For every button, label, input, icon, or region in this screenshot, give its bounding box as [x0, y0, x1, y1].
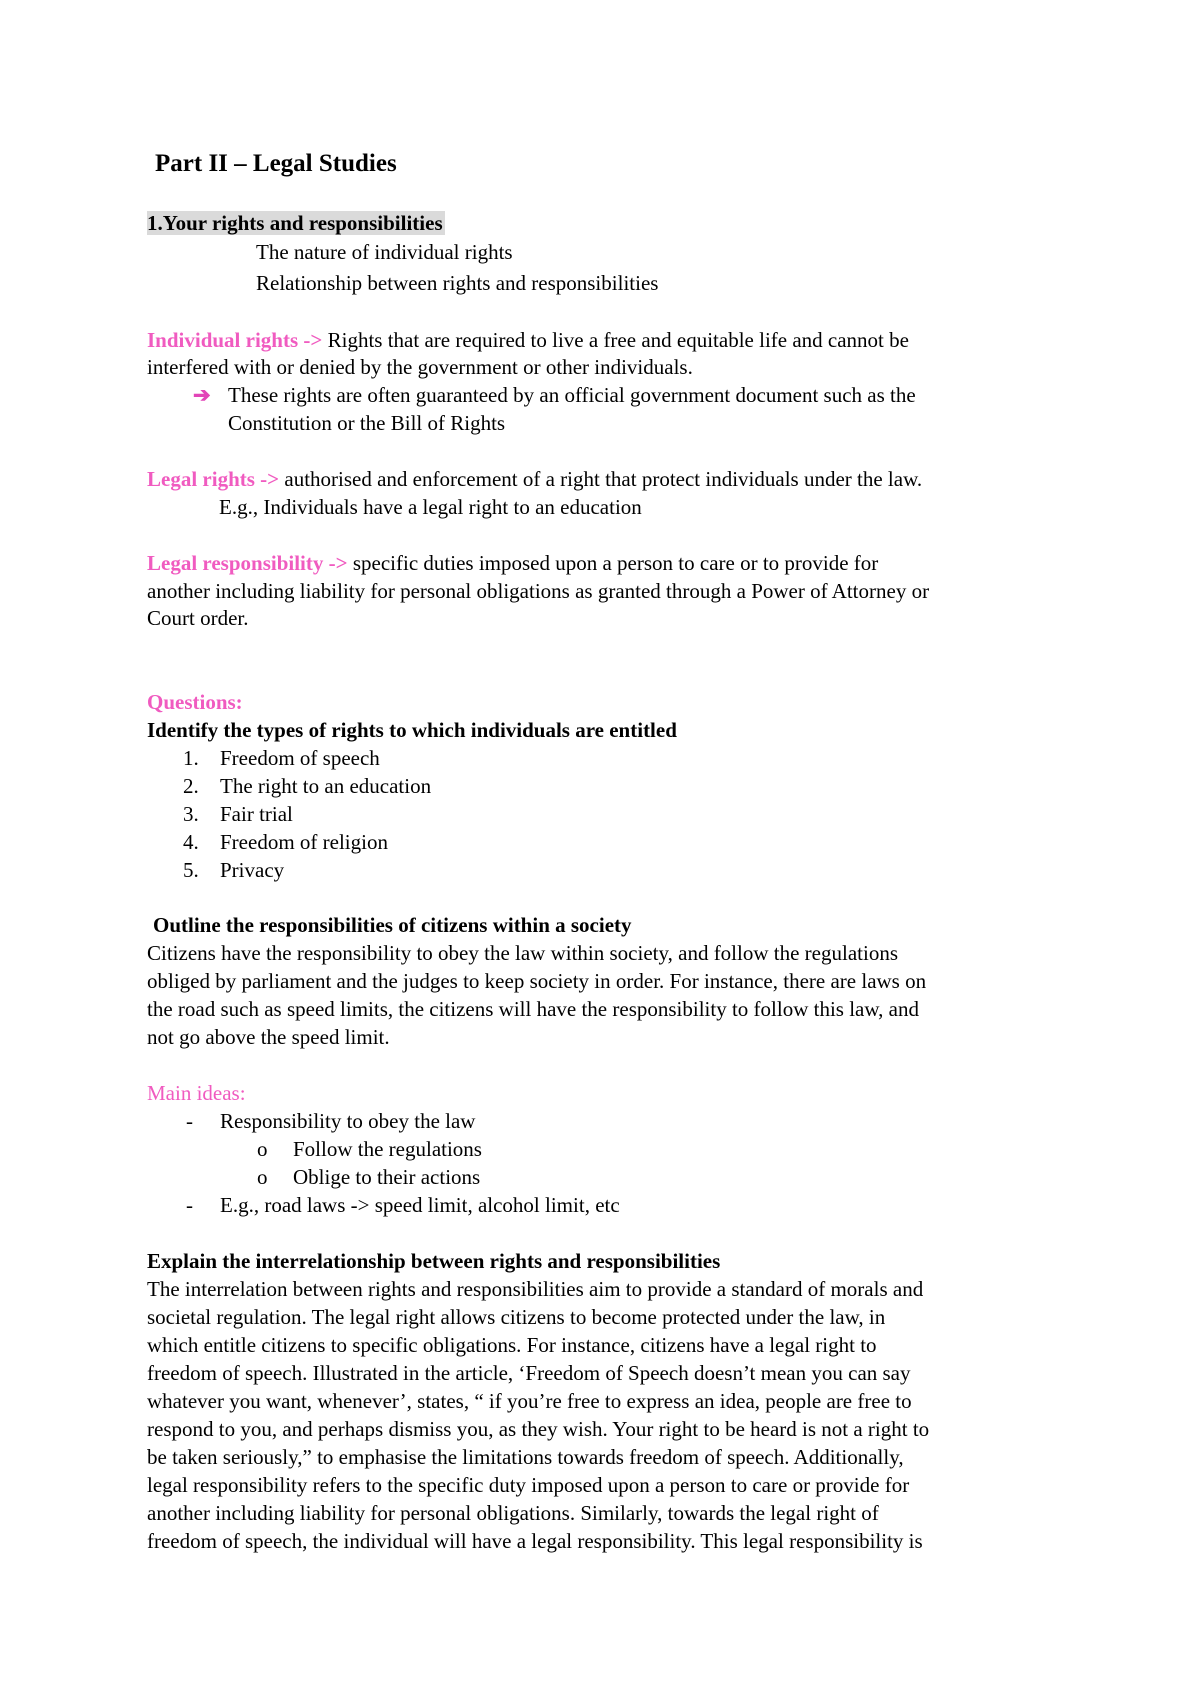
explain-line: which entitle citizens to specific obligations. For instance, citizens have a legal right to [147, 1333, 877, 1357]
legal-rights-example: E.g., Individuals have a legal right to an education [219, 495, 642, 519]
section-subtopic-2: Relationship between rights and responsibilities [256, 271, 659, 295]
section-subtopic-1: The nature of individual rights [256, 240, 513, 264]
legal-responsibility-def-line2: another including liability for personal obligations as granted through a Power of Attorney or [147, 579, 930, 603]
list-item-number: 2. [183, 774, 199, 798]
explain-line: be taken seriously,” to emphasise the limitations towards freedom of speech. Additionally, [147, 1445, 904, 1469]
main-idea-item-2: E.g., road laws -> speed limit, alcohol limit, etc [220, 1193, 620, 1217]
explain-line: legal responsibility refers to the specific duty imposed upon a person to care or provide for [147, 1473, 910, 1497]
main-idea-sub-1: Follow the regulations [293, 1137, 482, 1161]
main-idea-sub-2: Oblige to their actions [293, 1165, 481, 1189]
list-item-number: 1. [183, 746, 199, 770]
arrow-bullet-icon: ➔ [193, 383, 211, 407]
main-idea-item-1: Responsibility to obey the law [220, 1109, 476, 1133]
explain-line: respond to you, and perhaps dismiss you, as they wish. Your right to be heard is not a right to [147, 1417, 930, 1441]
individual-rights-bullet-line2: Constitution or the Bill of Rights [228, 411, 506, 435]
question-2-answer-line: not go above the speed limit. [147, 1025, 390, 1049]
individual-rights-term: Individual rights -> [147, 328, 323, 352]
legal-rights-definition [147, 465, 922, 493]
question-3-heading: Explain the interrelationship between rights and responsibilities [147, 1249, 721, 1273]
list-item: Fair trial [220, 802, 293, 826]
page-title: Part II – Legal Studies [155, 150, 397, 177]
explain-line: societal regulation. The legal right allows citizens to become protected under the law, in [147, 1305, 886, 1329]
list-item: Privacy [220, 858, 285, 882]
list-item-number: 4. [183, 830, 199, 854]
question-2-answer-line: Citizens have the responsibility to obey the law within society, and follow the regulations [147, 941, 898, 965]
list-item: Freedom of religion [220, 830, 388, 854]
list-item-number: 3. [183, 802, 199, 826]
list-item: The right to an education [220, 774, 432, 798]
legal-responsibility-def-line3: Court order. [147, 606, 249, 630]
legal-responsibility-def-line1: specific duties imposed upon a person to care or to provide for [347, 551, 879, 575]
circle-bullet: o [257, 1137, 268, 1161]
main-ideas-label: Main ideas: [147, 1081, 246, 1105]
explain-line: whatever you want, whenever’, states, “ if you’re free to express an idea, people are free to [147, 1389, 912, 1413]
legal-rights-term: Legal rights -> [147, 467, 280, 491]
explain-line: freedom of speech. Illustrated in the article, ‘Freedom of Speech doesn’t mean you can say [147, 1361, 911, 1385]
individual-rights-definition [147, 326, 909, 354]
question-2-answer-line: the road such as speed limits, the citizens will have the responsibility to follow this law, and [147, 997, 919, 1021]
section-heading-text: 1.Your rights and responsibilities [147, 211, 443, 235]
question-2-heading: Outline the responsibilities of citizens within a society [153, 913, 632, 937]
explain-line: The interrelation between rights and responsibilities aim to provide a standard of morals and [147, 1277, 924, 1301]
list-item-number: 5. [183, 858, 199, 882]
section-heading [147, 209, 445, 237]
explain-line: freedom of speech, the individual will have a legal responsibility. This legal responsibility is [147, 1529, 923, 1553]
question-1-heading: Identify the types of rights to which individuals are entitled [147, 718, 677, 742]
individual-rights-def-line2: interfered with or denied by the government or other individuals. [147, 355, 693, 379]
individual-rights-def-line1: Rights that are required to live a free and equitable life and cannot be [322, 328, 909, 352]
circle-bullet: o [257, 1165, 268, 1189]
legal-responsibility-term: Legal responsibility -> [147, 551, 348, 575]
explain-line: another including liability for personal obligations. Similarly, towards the legal right of [147, 1501, 879, 1525]
dash-bullet: - [186, 1109, 193, 1133]
legal-responsibility-definition [147, 549, 878, 577]
question-2-answer-line: obliged by parliament and the judges to keep society in order. For instance, there are laws on [147, 969, 927, 993]
individual-rights-bullet-line1: These rights are often guaranteed by an official government document such as the [228, 383, 916, 407]
legal-rights-def: authorised and enforcement of a right that protect individuals under the law. [279, 467, 923, 491]
questions-label: Questions: [147, 690, 243, 714]
list-item: Freedom of speech [220, 746, 380, 770]
dash-bullet: - [186, 1193, 193, 1217]
